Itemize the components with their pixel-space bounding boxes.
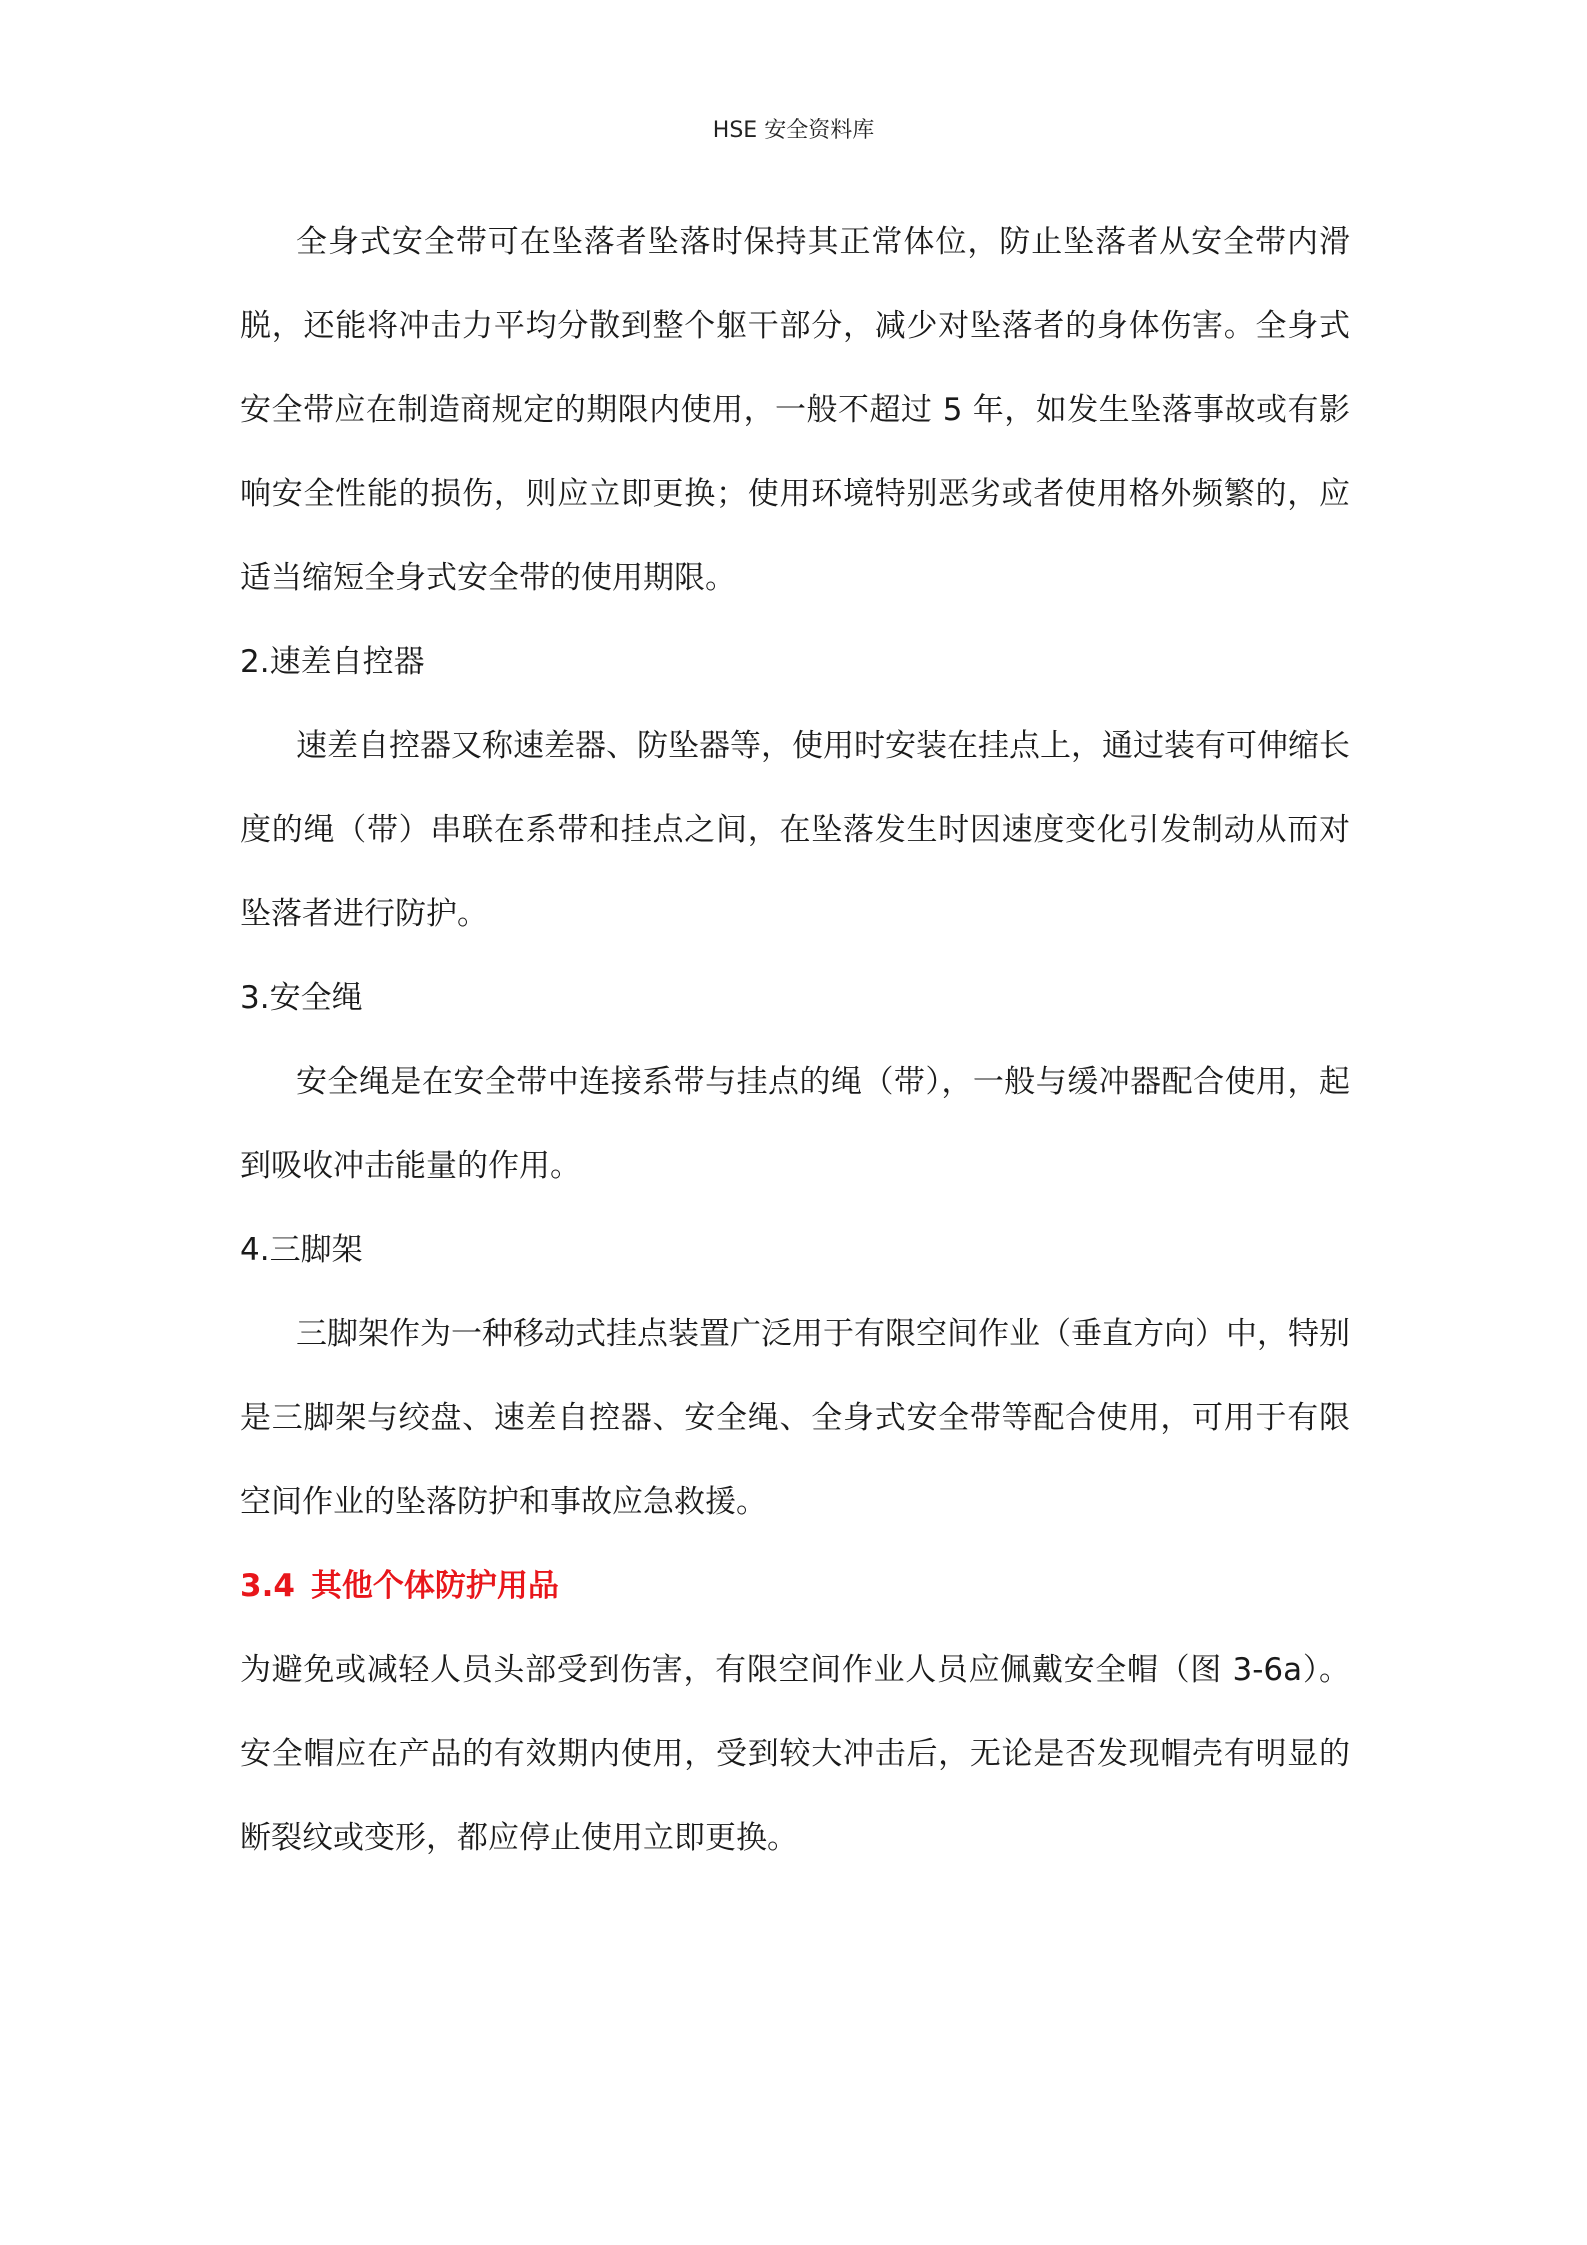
paragraph-tripod: 三脚架作为一种移动式挂点装置广泛用于有限空间作业（垂直方向）中，特别是三脚架与绞盘、速差自控器、安全绳、全身式安全带等配合使用，可用于有限空间作业的坠落防护和事故应急救援。	[240, 1316, 1350, 1520]
page-header: HSE 安全资料库	[712, 118, 875, 143]
subheading-safety-rope: 3.安全绳	[240, 980, 363, 1016]
section-title-text: 其他个体防护用品	[310, 1568, 559, 1604]
section-title-other-ppe	[240, 1544, 1350, 1628]
paragraph-full-body-harness: 全身式安全带可在坠落者坠落时保持其正常体位，防止坠落者从安全带内滑脱，还能将冲击力平均分散到整个躯干部分，减少对坠落者的身体伤害。全身式安全带应在制造商规定的期限内使用，一般不超过 5 年，如发生坠落事故或有影响安全性能的损伤，则应立即更换；使用环境特别恶劣或者使用格外频繁的，应适当缩短全身式安全带的使用期限。	[240, 224, 1350, 596]
paragraph-safety-helmet: 为避免或减轻人员头部受到伤害，有限空间作业人员应佩戴安全帽（图 3-6a）。安全帽应在产品的有效期内使用，受到较大冲击后，无论是否发现帽壳有明显的断裂纹或变形，都应停止使用立即更换。	[240, 1652, 1350, 1856]
subheading-speed-differential-device: 2.速差自控器	[240, 644, 425, 680]
paragraph-speed-differential-device: 速差自控器又称速差器、防坠器等，使用时安装在挂点上，通过装有可伸缩长度的绳（带）串联在系带和挂点之间，在坠落发生时因速度变化引发制动从而对坠落者进行防护。	[240, 728, 1350, 932]
document-body	[240, 200, 1350, 1880]
paragraph-safety-rope: 安全绳是在安全带中连接系带与挂点的绳（带），一般与缓冲器配合使用，起到吸收冲击能量的作用。	[240, 1064, 1350, 1184]
section-number: 3.4	[240, 1568, 295, 1604]
subheading-tripod: 4.三脚架	[240, 1232, 363, 1268]
